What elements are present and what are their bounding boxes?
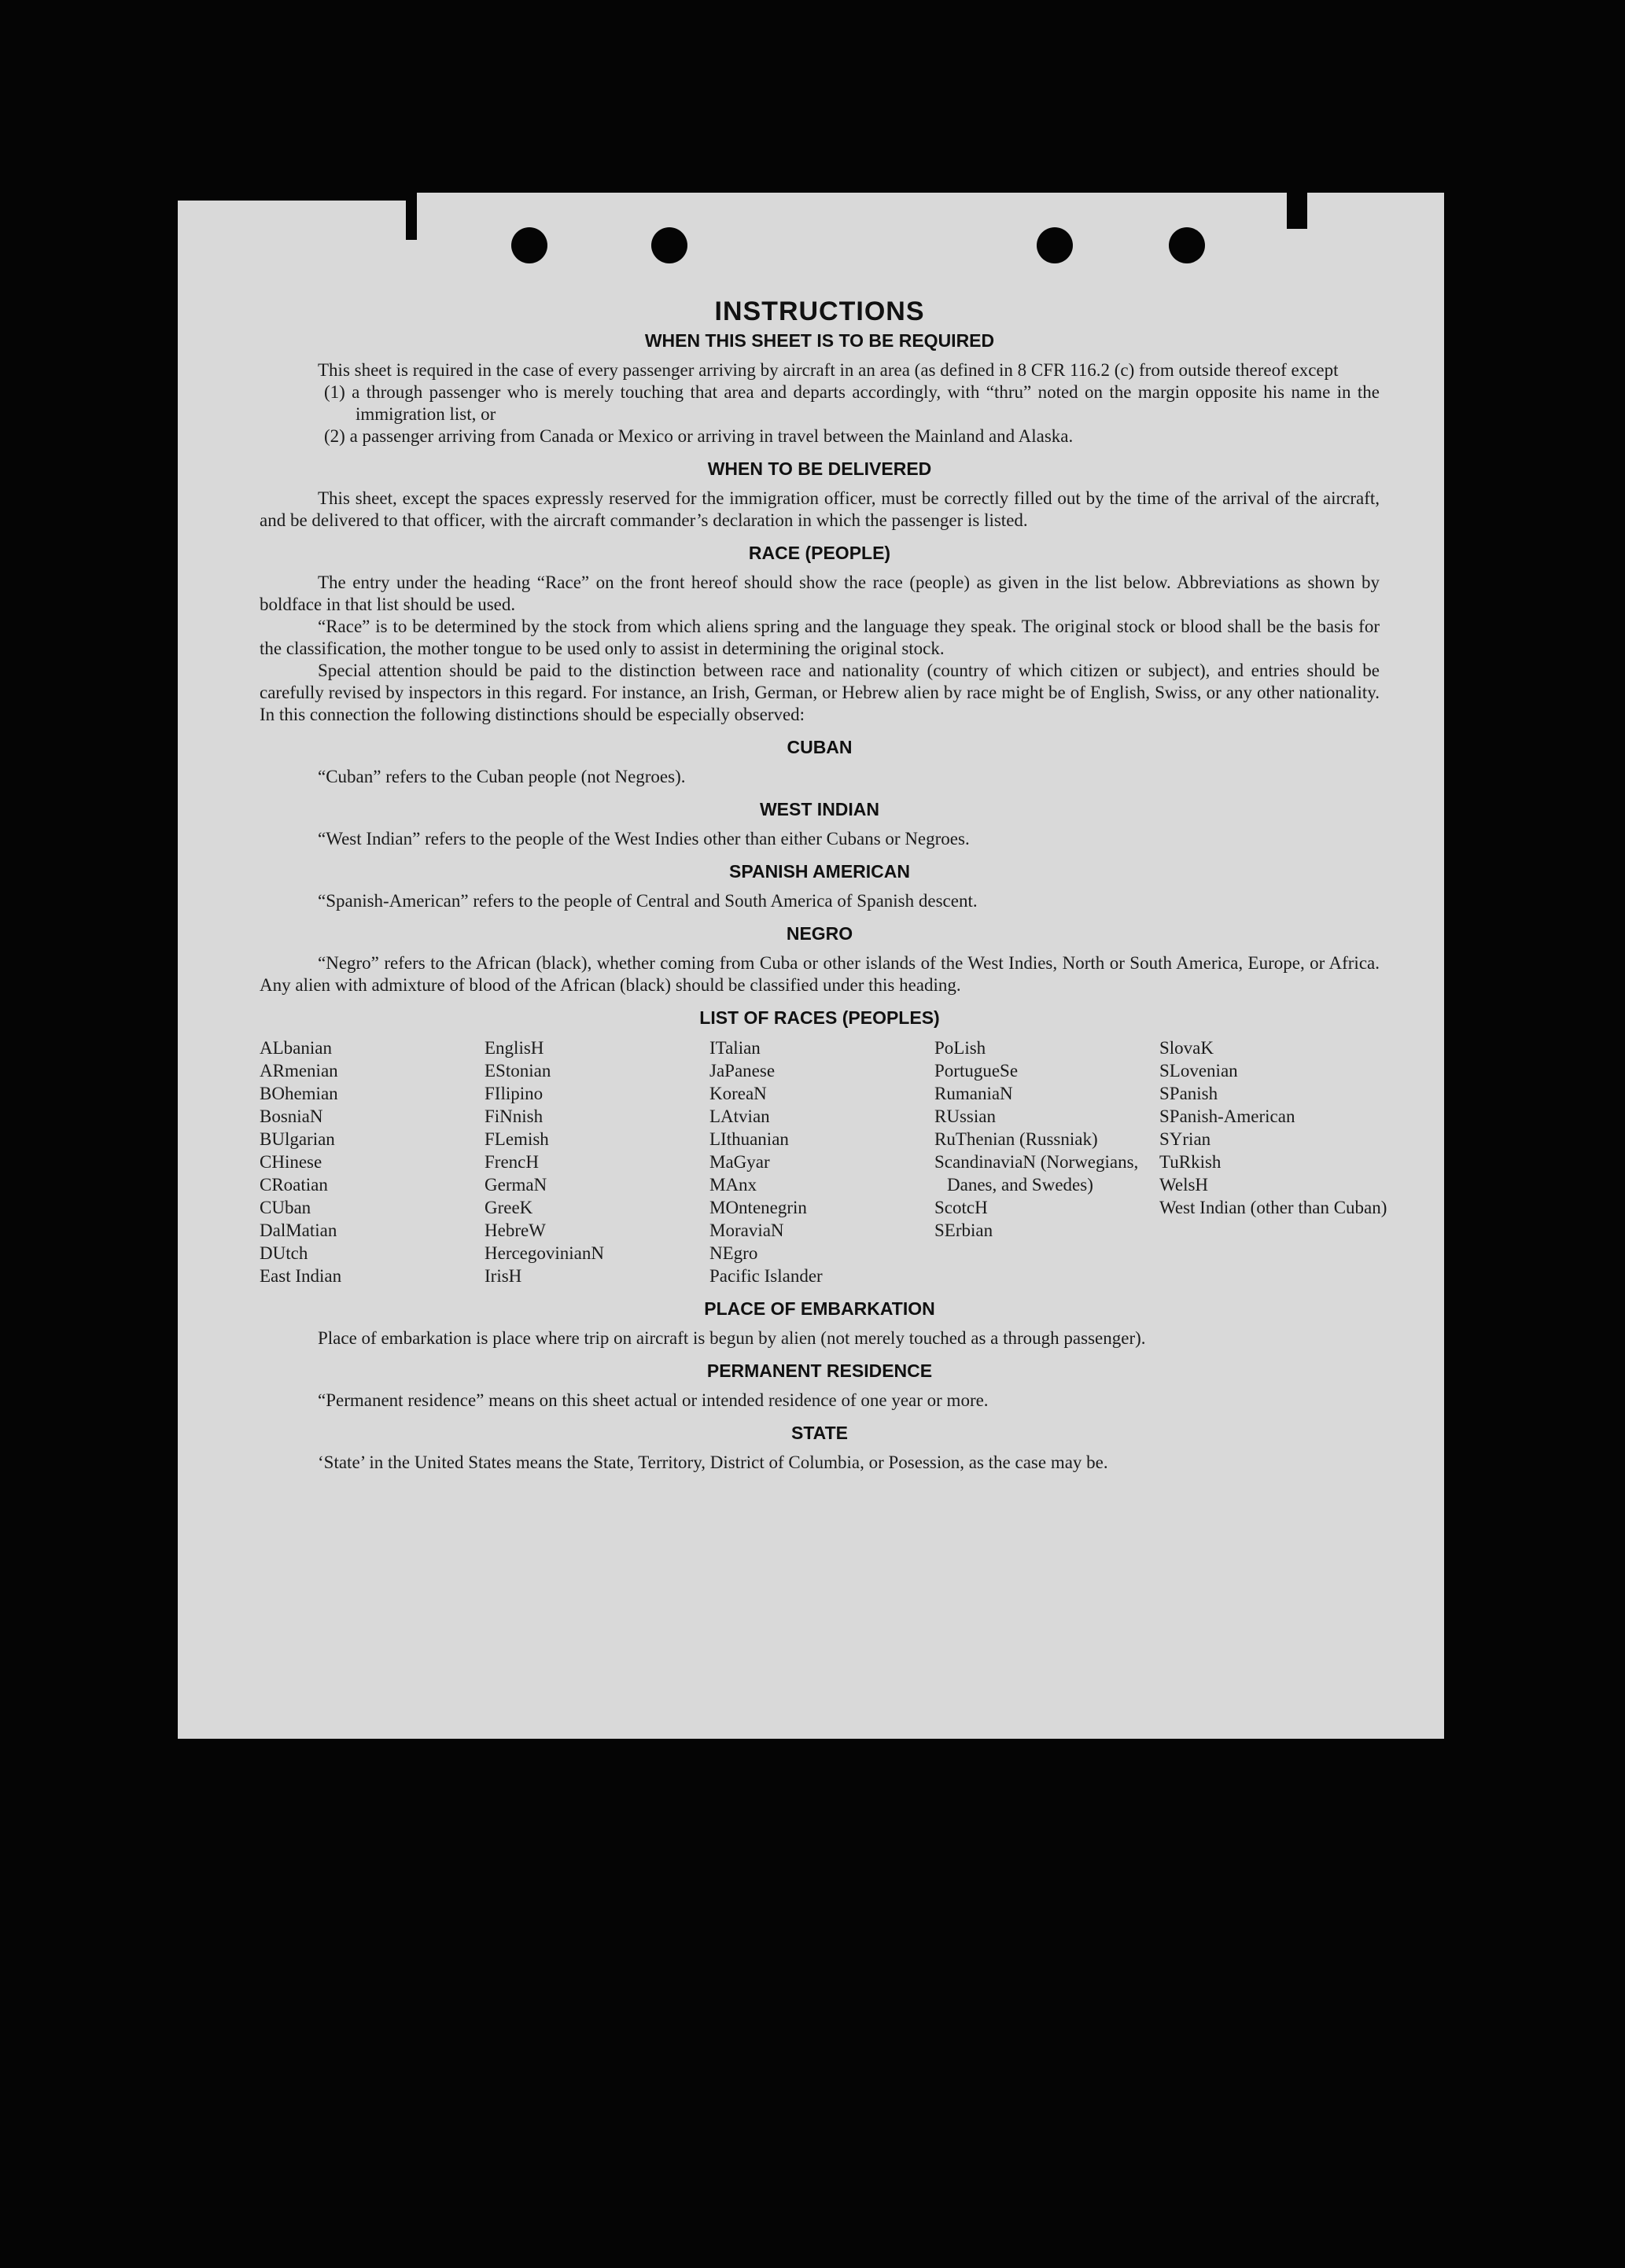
race-entry: HebreW — [485, 1221, 546, 1240]
race-entry: TuRkish — [1159, 1152, 1222, 1172]
race-entry: DUtch — [260, 1243, 308, 1263]
exception-item: (1) a through passenger who is merely touching that area and departs accordingly, with “thru” noted on the margin opposite his name in the immigration list, or — [324, 382, 1380, 424]
race-entry: MAnx — [709, 1175, 757, 1195]
race-column — [709, 1036, 934, 1287]
race-entry: RuThenian (Russniak) — [934, 1129, 1098, 1149]
race-entry: ALbanian — [260, 1038, 332, 1058]
exception-item: (2) a passenger arriving from Canada or Mexico or arriving in travel between the Mainland and Alaska. — [324, 426, 1074, 446]
heading-residence: PERMANENT RESIDENCE — [706, 1360, 933, 1381]
residence-text: “Permanent residence” means on this sheet actual or intended residence of one year or more. — [318, 1390, 989, 1410]
race-entry: BUlgarian — [260, 1129, 335, 1149]
race-column — [1159, 1036, 1387, 1287]
race-entry: SLovenian — [1159, 1061, 1238, 1081]
race-entry: LAtvian — [709, 1106, 770, 1126]
race-entry: SErbian — [934, 1221, 993, 1240]
race-entry: CUban — [260, 1198, 311, 1217]
west-indian-text: “West Indian” refers to the people of the West Indies other than either Cubans or Negroes. — [318, 829, 970, 849]
heading-spanish-american: SPANISH AMERICAN — [728, 861, 910, 882]
heading-required: WHEN THIS SHEET IS TO BE REQUIRED — [644, 330, 995, 351]
race-column — [485, 1036, 709, 1287]
race-entry: CHinese — [260, 1152, 322, 1172]
race-paragraph: The entry under the heading “Race” on the front hereof should show the race (people) as given in the list below. Abbreviations as shown by boldface in that list should be used. — [260, 573, 1380, 614]
race-entry: WelsH — [1159, 1175, 1209, 1195]
race-entry: DalMatian — [260, 1221, 337, 1240]
spanish-american-text: “Spanish-American” refers to the people of Central and South America of Spanish descent. — [318, 891, 978, 911]
race-entry: PoLish — [934, 1038, 986, 1058]
race-column — [934, 1036, 1159, 1287]
race-entry: FLemish — [485, 1129, 549, 1149]
instruction-sheet — [178, 193, 1444, 1739]
race-entry: EStonian — [485, 1061, 551, 1081]
torn-edge — [1287, 193, 1307, 229]
state-text: ‘State’ in the United States means the State, Territory, District of Columbia, or Posession, as the case may be. — [318, 1452, 1108, 1472]
heading-negro: NEGRO — [786, 923, 853, 944]
race-entry: ScandinaviaN (Norwegians, Danes, and Swedes) — [934, 1152, 1139, 1195]
race-entry: RUssian — [934, 1106, 996, 1126]
race-entry: FIlipino — [485, 1084, 544, 1103]
races-list — [260, 1036, 1387, 1287]
race-entry: LIthuanian — [709, 1129, 789, 1149]
race-entry: ScotcH — [934, 1198, 988, 1217]
exception-list — [260, 381, 1380, 447]
heading-embarkation: PLACE OF EMBARKATION — [704, 1298, 935, 1319]
race-entry: BosniaN — [260, 1106, 323, 1126]
race-entry: MaGyar — [709, 1152, 770, 1172]
race-entry: SPanish — [1159, 1084, 1218, 1103]
cuban-text: “Cuban” refers to the Cuban people (not Negroes). — [318, 767, 686, 786]
race-entry: ITalian — [709, 1038, 761, 1058]
race-entry: East Indian — [260, 1266, 342, 1286]
race-entry: GreeK — [485, 1198, 533, 1217]
delivered-text: This sheet, except the spaces expressly reserved for the immigration officer, must be correctly filled out by the time of the arrival of the aircraft, and be delivered to that officer, with the aircraft commander’s declaration in which the passenger is listed. — [260, 488, 1380, 530]
race-entry: MOntenegrin — [709, 1198, 807, 1217]
race-entry: West Indian (other than Cuban) — [1159, 1198, 1387, 1217]
race-column — [260, 1036, 485, 1287]
heading-delivered: WHEN TO BE DELIVERED — [707, 458, 932, 479]
heading-state: STATE — [791, 1423, 848, 1443]
punch-hole — [511, 227, 547, 263]
race-entry: SlovaK — [1159, 1038, 1214, 1058]
race-paragraph: Special attention should be paid to the distinction between race and nationality (country of which citizen or subject), and entries should be carefully revised by inspectors in this regard. For instance, an Irish, German, or Hebrew alien by race might be of English, Swiss, or any other nationality. In this connection the following distinctions should be especially observed: — [260, 661, 1380, 724]
heading-cuban: CUBAN — [787, 737, 853, 757]
race-entry: PortugueSe — [934, 1061, 1019, 1081]
race-entry: RumaniaN — [934, 1084, 1013, 1103]
race-entry: Pacific Islander — [709, 1266, 823, 1286]
race-entry: IrisH — [485, 1266, 522, 1286]
embarkation-text: Place of embarkation is place where trip on aircraft is begun by alien (not merely touched as a through passenger). — [318, 1328, 1146, 1348]
race-entry: FrencH — [485, 1152, 539, 1172]
race-entry: BOhemian — [260, 1084, 338, 1103]
negro-text: “Negro” refers to the African (black), whether coming from Cuba or other islands of the West Indies, North or South America, Europe, or Africa. Any alien with admixture of blood of the African (black) should be classified under this heading. — [260, 953, 1380, 995]
punch-hole — [651, 227, 687, 263]
heading-race: RACE (PEOPLE) — [748, 543, 891, 563]
heading-west-indian: WEST INDIAN — [759, 799, 880, 819]
race-entry: SYrian — [1159, 1129, 1211, 1149]
race-entry: MoraviaN — [709, 1221, 784, 1240]
race-entry: FiNnish — [485, 1106, 544, 1126]
torn-edge — [178, 193, 414, 201]
torn-edge — [406, 193, 417, 240]
race-entry: NEgro — [709, 1243, 758, 1263]
race-entry: KoreaN — [709, 1084, 767, 1103]
race-paragraph: “Race” is to be determined by the stock from which aliens spring and the language they speak. The original stock or blood shall be the basis for the classification, the mother tongue to be used only to assist in determining the original stock. — [260, 617, 1380, 658]
race-entry: CRoatian — [260, 1175, 328, 1195]
race-entry: SPanish-American — [1159, 1106, 1295, 1126]
race-entry: HercegovinianN — [485, 1243, 604, 1263]
race-entry: EnglisH — [485, 1038, 544, 1058]
punch-hole — [1037, 227, 1073, 263]
heading-races-list: LIST OF RACES (PEOPLES) — [699, 1007, 940, 1028]
race-entry: GermaN — [485, 1175, 547, 1195]
race-entry: JaPanese — [709, 1061, 776, 1081]
required-intro: This sheet is required in the case of every passenger arriving by aircraft in an area (as defined in 8 CFR 116.2 (c) from outside thereof except — [318, 360, 1339, 380]
race-entry: ARmenian — [260, 1061, 338, 1081]
page-title: INSTRUCTIONS — [714, 296, 925, 326]
punch-hole — [1169, 227, 1205, 263]
